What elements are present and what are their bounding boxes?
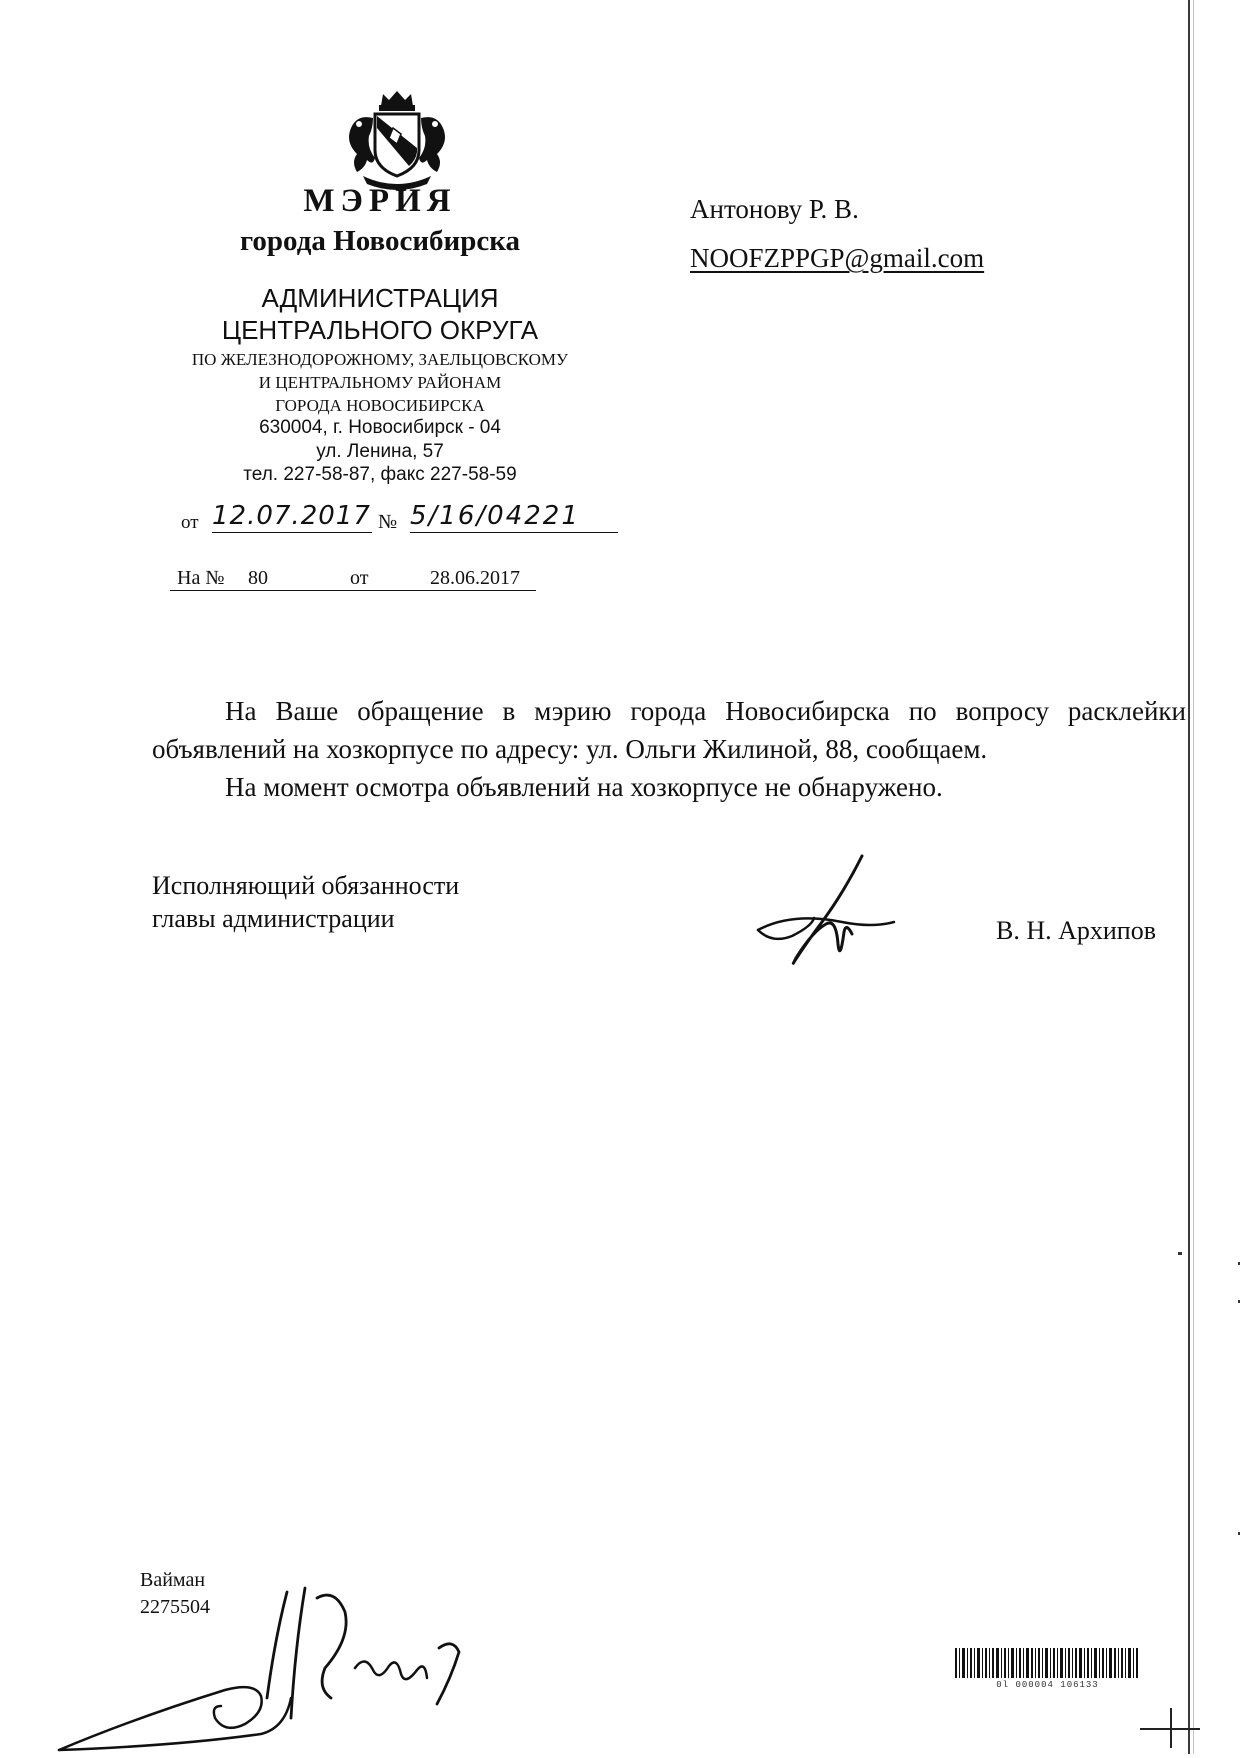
- reply-number: 80: [248, 567, 268, 589]
- district-line: И ЦЕНТРАЛЬНОМУ РАЙОНАМ: [258, 373, 502, 392]
- scan-corner-mark: [1170, 1708, 1172, 1748]
- district-line: ГОРОДА НОВОСИБИРСКА: [275, 396, 485, 415]
- executor-name: Вайман: [140, 1569, 206, 1591]
- body-paragraph: На Ваше обращение в мэрию города Новосибирска по вопросу расклейки объявлений на хозкорпусе по адресу: ул. Ольги Жилиной, 88, сообщаем.: [152, 696, 1186, 764]
- signer-position: главы администрации: [152, 904, 395, 933]
- outgoing-date: 12.07.2017: [212, 501, 371, 531]
- admin-title: АДМИНИСТРАЦИЯ: [261, 283, 499, 313]
- signer-name: В. Н. Архипов: [996, 916, 1156, 945]
- scan-edge-shadow: [1193, 0, 1194, 1754]
- reply-number-label: На №: [177, 567, 225, 589]
- admin-subtitle: ЦЕНТРАЛЬНОГО ОКРУГА: [221, 315, 539, 345]
- handwritten-signature-image: [55, 1578, 475, 1758]
- district-line: ПО ЖЕЛЕЗНОДОРОЖНОМУ, ЗАЕЛЬЦОВСКОМУ: [191, 350, 569, 369]
- org-city: города Новосибирска: [239, 225, 521, 257]
- reply-reference: [170, 566, 536, 591]
- reply-date: 28.06.2017: [430, 567, 520, 589]
- org-title: МЭРИЯ: [303, 183, 457, 219]
- address-line: ул. Ленина, 57: [316, 441, 444, 462]
- contact-phone-fax: тел. 227-58-87, факс 227-58-59: [243, 464, 517, 485]
- body-paragraph: На момент осмотра объявлений на хозкорпусе не обнаружено.: [225, 772, 943, 802]
- executor-phone: 2275504: [140, 1596, 210, 1618]
- addressee-name: Антонову Р. В.: [690, 194, 859, 224]
- outgoing-number: 5/16/04221: [410, 500, 618, 533]
- barcode-number: 0l 000004 106133: [996, 1680, 1099, 1690]
- address-line: 630004, г. Новосибирск - 04: [259, 417, 501, 438]
- reply-date-label: от: [350, 567, 369, 589]
- signer-position: Исполняющий обязанности: [152, 871, 460, 900]
- signature-image: [752, 852, 902, 972]
- scan-edge-line: [1188, 0, 1190, 1754]
- coat-of-arms-icon: [337, 88, 457, 190]
- addressee-email-link[interactable]: NOOFZPPGP@gmail.com: [690, 243, 985, 273]
- barcode-image: [955, 1648, 1140, 1678]
- scan-mark: [1178, 1252, 1182, 1255]
- outgoing-number-label: №: [378, 511, 398, 533]
- outgoing-date-label: от: [181, 512, 199, 533]
